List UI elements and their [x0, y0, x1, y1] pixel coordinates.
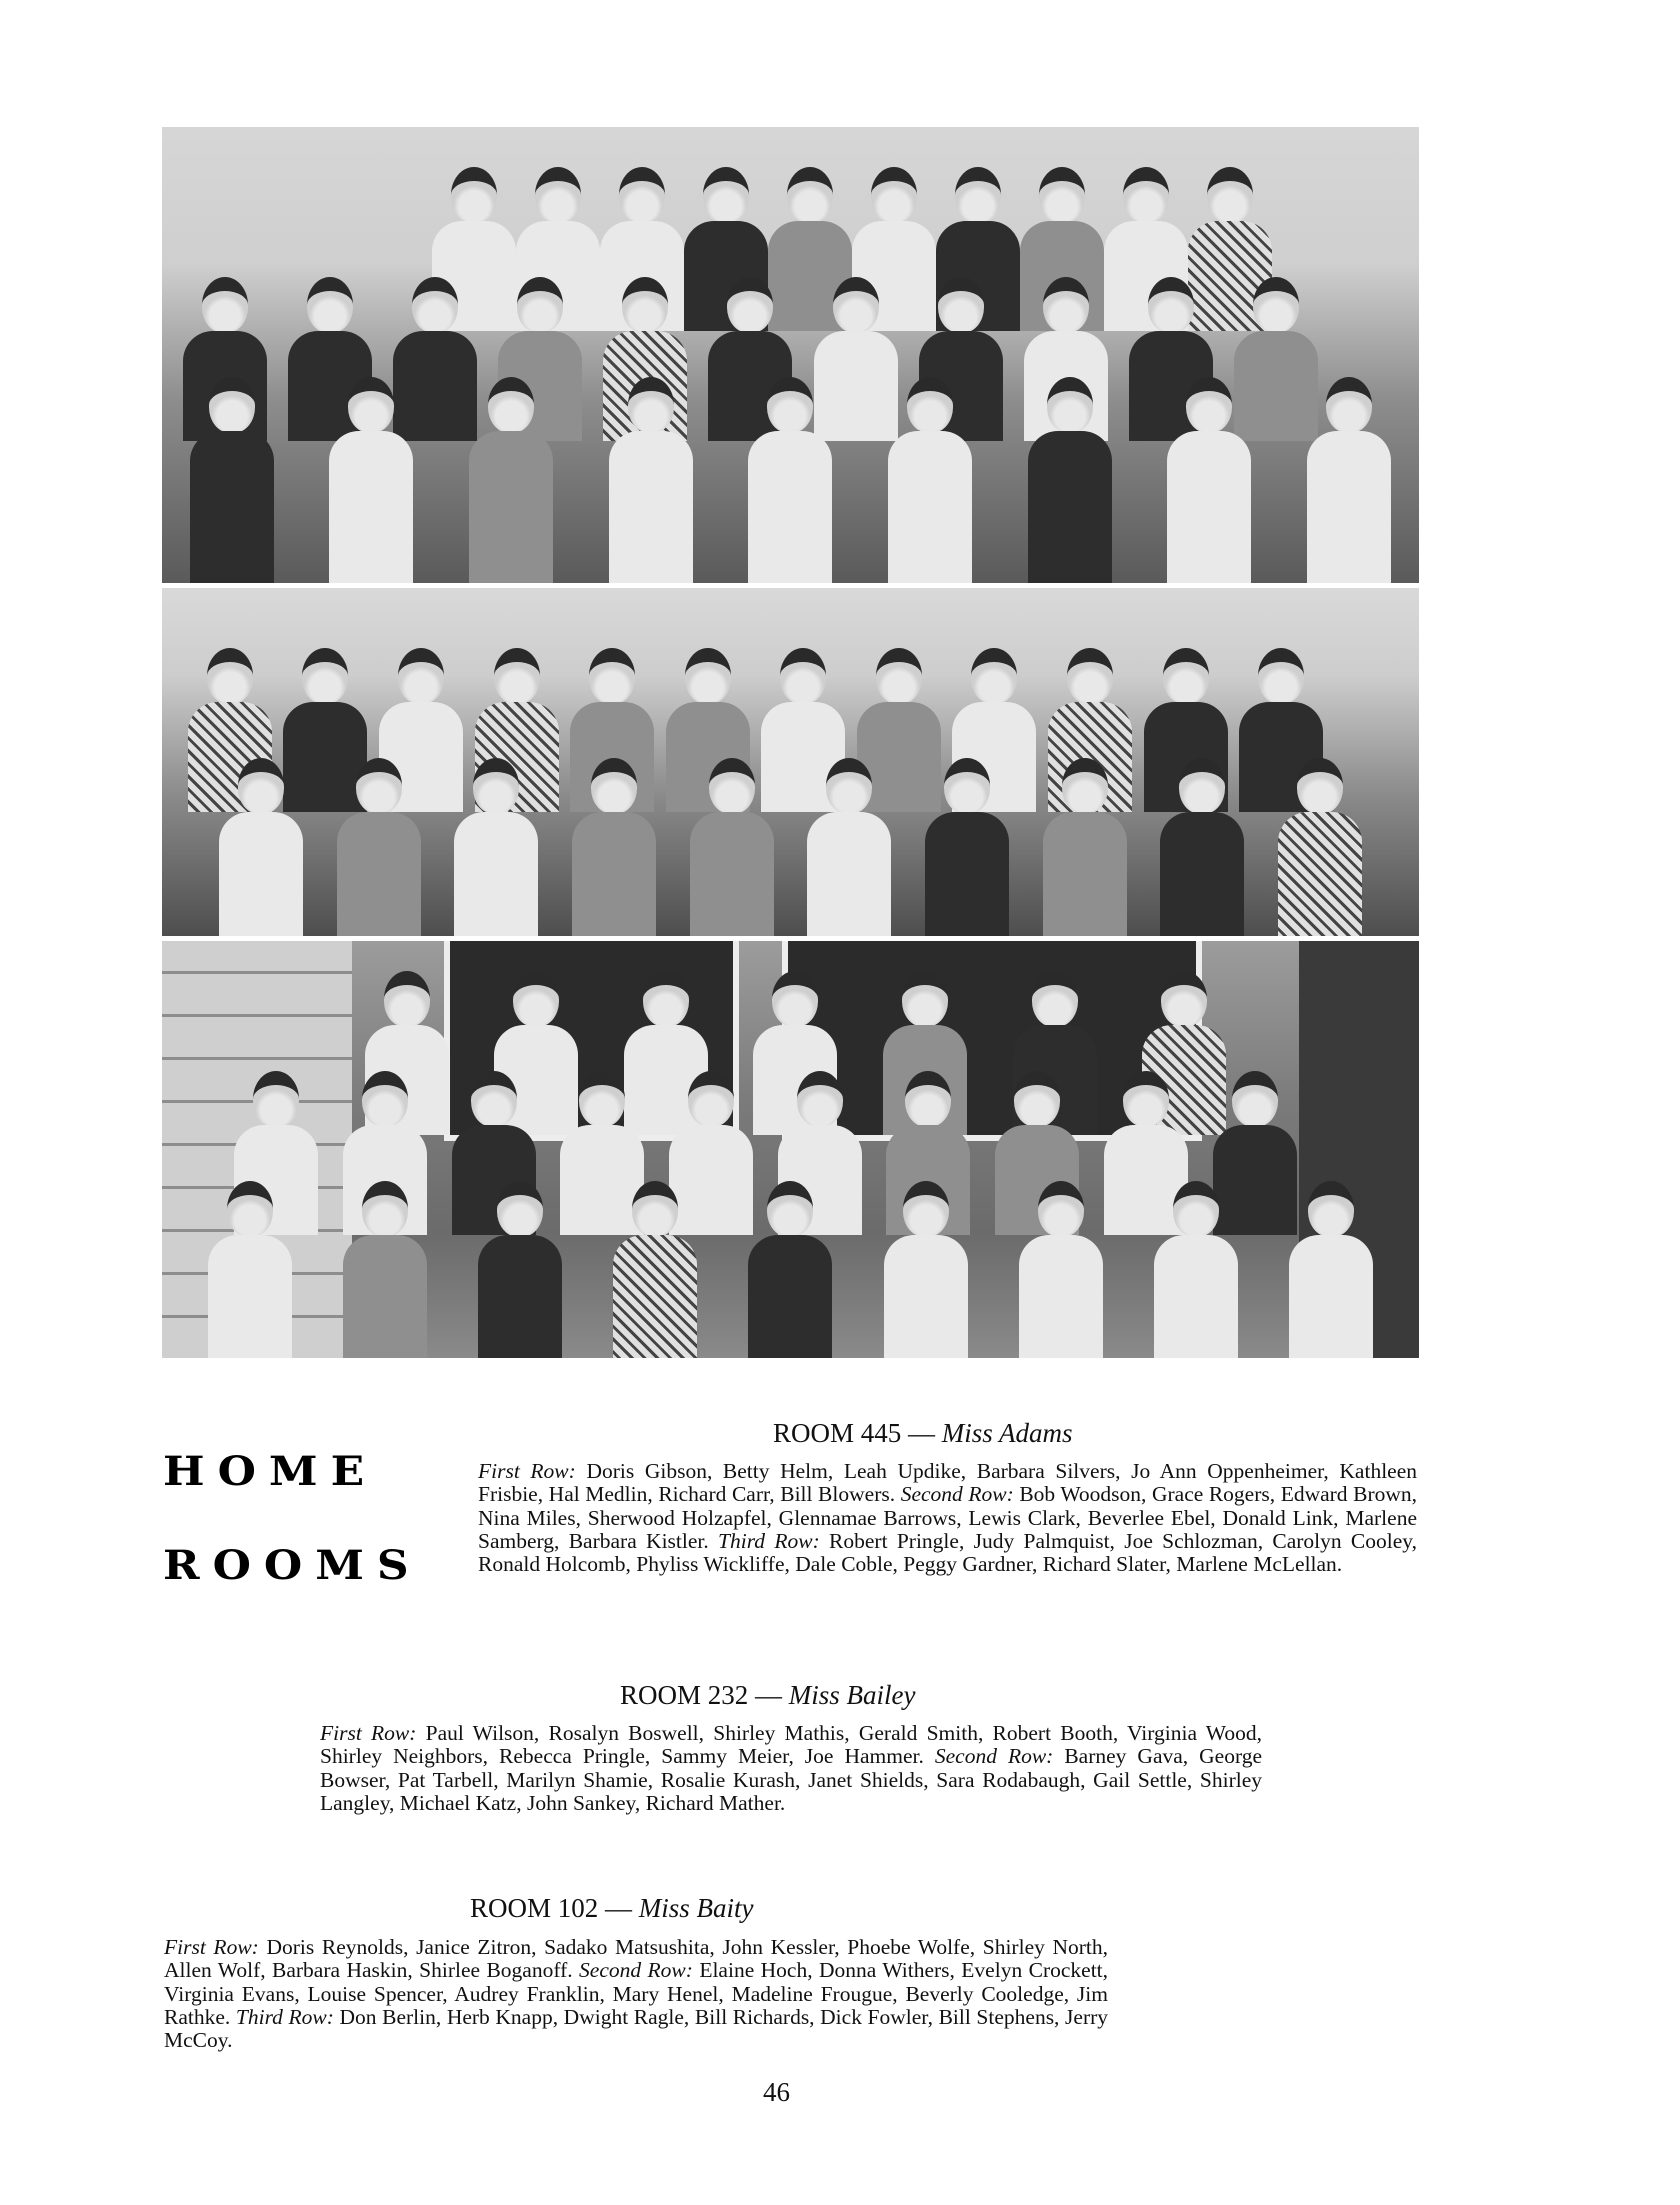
student-figure [1278, 758, 1362, 936]
section-title [163, 1450, 453, 1588]
student-figure [208, 1181, 292, 1358]
row-names: Don Berlin, Herb Knapp, Dwight Ragle, Bill Richards, Dick Fowler, Bill Stephens, Jerry McCoy. [164, 2004, 1109, 2053]
student-figure [748, 1181, 832, 1358]
row-names: Barney Gava, George Bowser, Pat Tarbell, Marilyn Shamie, Rosalie Kurash, Janet Shields, Sara Rodabaugh, Gail Settle, Shirley Langley, Michael Katz, John Sankey, Richard Mather. [320, 1744, 1263, 1815]
student-figure [219, 758, 303, 936]
row-label: Second Row: [934, 1744, 1054, 1769]
student-figure [888, 377, 972, 583]
student-figure [609, 377, 693, 583]
teacher-name: Miss Adams [941, 1418, 1073, 1448]
room-heading-445 [773, 1418, 1073, 1449]
student-figure [1160, 758, 1244, 936]
student-figure [469, 377, 553, 583]
photo-row-front [162, 1181, 1419, 1358]
room-number: ROOM 232 [620, 1680, 749, 1710]
class-photo-room-445 [162, 127, 1419, 583]
room-roster-102 [164, 1936, 1108, 2052]
student-figure [1019, 1181, 1103, 1358]
student-figure [807, 758, 891, 936]
student-figure [1043, 758, 1127, 936]
row-names: Paul Wilson, Rosalyn Boswell, Shirley Mathis, Gerald Smith, Robert Booth, Virginia Wood, Shirley Neighbors, Rebecca Pringle, Sammy Meier, Joe Hammer. [320, 1721, 1262, 1769]
row-label: Second Row: [900, 1482, 1014, 1507]
room-number: ROOM 102 [470, 1893, 599, 1923]
student-figure [337, 758, 421, 936]
class-photo-room-232 [162, 588, 1419, 936]
room-heading-102 [470, 1893, 754, 1924]
student-figure [454, 758, 538, 936]
class-photo-room-102 [162, 941, 1419, 1358]
student-figure [478, 1181, 562, 1358]
row-names: Doris Gibson, Betty Helm, Leah Updike, Barbara Silvers, Jo Ann Oppenheimer, Kathleen Frisbie, Hal Medlin, Richard Carr, Bill Blowers. [478, 1459, 1418, 1507]
row-label: First Row: [320, 1721, 417, 1745]
row-label: First Row: [164, 1935, 259, 1959]
student-figure [1028, 377, 1112, 583]
row-label: Third Row: [235, 2004, 334, 2029]
student-figure [1167, 377, 1251, 583]
heading-dash: — [748, 1680, 789, 1710]
room-number: ROOM 445 [773, 1418, 902, 1448]
teacher-name: Miss Baity [638, 1893, 754, 1923]
title-home: HOME [163, 1448, 378, 1495]
room-roster-232 [320, 1722, 1262, 1815]
student-figure [343, 1181, 427, 1358]
photo-row-front [162, 377, 1419, 583]
student-figure [329, 377, 413, 583]
student-figure [925, 758, 1009, 936]
room-heading-232 [620, 1680, 916, 1711]
row-label: Second Row: [579, 1958, 693, 1983]
heading-dash: — [598, 1893, 639, 1923]
row-names: Elaine Hoch, Donna Withers, Evelyn Crockett, Virginia Evans, Louise Spencer, Audrey Franklin, Mary Henel, Madeline Frougue, Beverly Cooledge, Jim Rathke. [164, 1958, 1109, 2029]
student-figure [748, 377, 832, 583]
student-figure [884, 1181, 968, 1358]
student-figure [1154, 1181, 1238, 1358]
student-figure [572, 758, 656, 936]
room-roster-445 [478, 1460, 1417, 1576]
row-label: Third Row: [718, 1528, 820, 1553]
student-figure [1289, 1181, 1373, 1358]
heading-dash: — [901, 1418, 942, 1448]
teacher-name: Miss Bailey [788, 1680, 916, 1710]
title-rooms: ROOMS [163, 1542, 422, 1589]
row-names: Robert Pringle, Judy Palmquist, Joe Schlozman, Carolyn Cooley, Ronald Holcomb, Phyliss Wickliffe, Dale Coble, Peggy Gardner, Richard Slater, Marlene McLellan. [478, 1528, 1418, 1577]
student-figure [613, 1181, 697, 1358]
row-names: Bob Woodson, Grace Rogers, Edward Brown, Nina Miles, Sherwood Holzapfel, Glennamae Barrows, Lewis Clark, Beverlee Ebel, Donald Link, Marlene Samberg, Barbara Kistler. [478, 1482, 1418, 1553]
row-names: Doris Reynolds, Janice Zitron, Sadako Matsushita, John Kessler, Phoebe Wolfe, Shirley North, Allen Wolf, Barbara Haskin, Shirlee Boganoff. [164, 1935, 1109, 1983]
photo-row-front [162, 758, 1419, 936]
student-figure [690, 758, 774, 936]
student-figure [1307, 377, 1391, 583]
page-number: 46 [763, 2077, 790, 2107]
row-label: First Row: [478, 1459, 576, 1483]
student-figure [190, 377, 274, 583]
